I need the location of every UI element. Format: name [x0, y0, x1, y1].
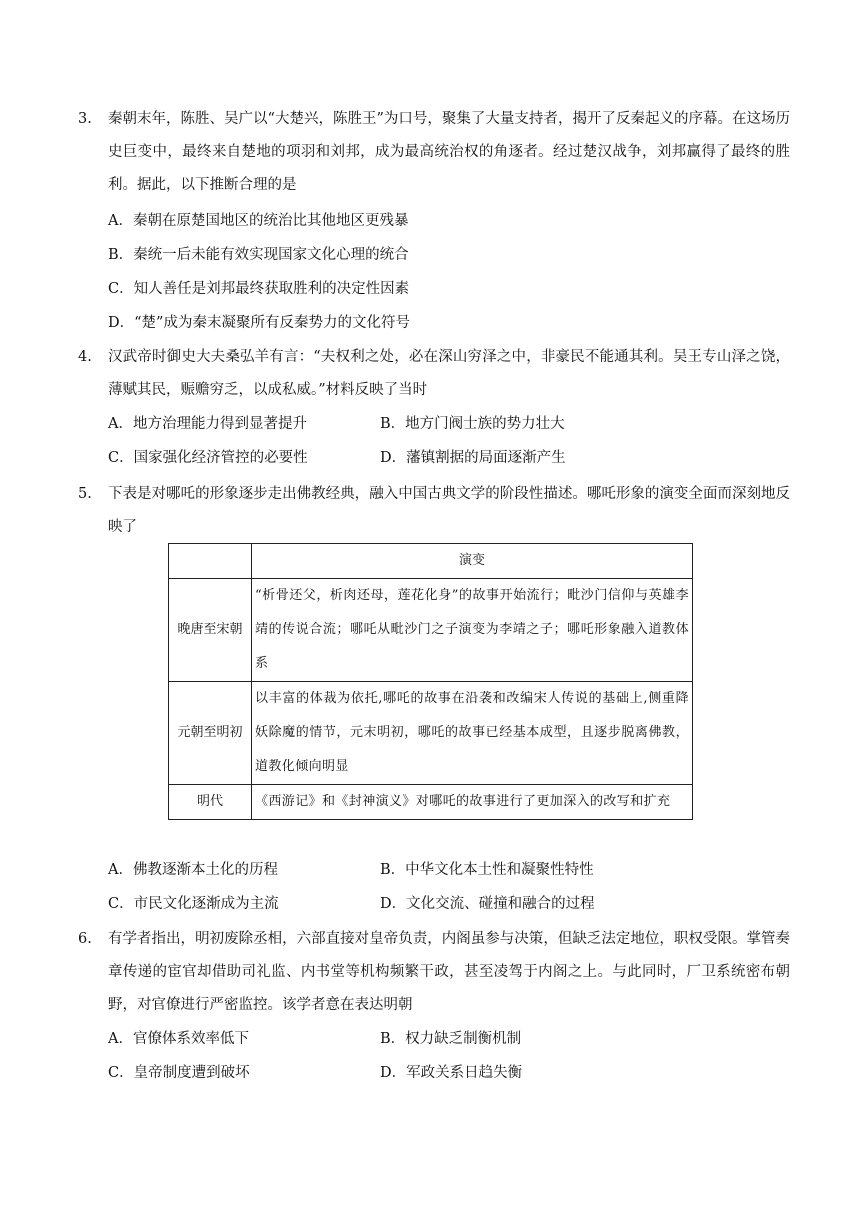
option-d[interactable]: D．“楚”成为秦末凝聚所有反秦势力的文化符号	[108, 315, 410, 331]
option-d[interactable]: D．藩镇割据的局面逐渐产生	[380, 450, 566, 466]
nezha-evolution-table	[168, 543, 693, 820]
table-cell-period: 晚唐至宋朝	[169, 579, 252, 682]
options-list	[108, 1022, 790, 1090]
question-number: 6.	[78, 931, 92, 947]
option-a[interactable]: A．秦朝在原楚国地区的统治比其他地区更残暴	[108, 213, 409, 229]
question-6	[78, 923, 790, 1090]
option-row	[108, 407, 790, 441]
option-row	[108, 441, 790, 475]
options-list	[108, 407, 790, 475]
option-c[interactable]: C．国家强化经济管控的必要性	[108, 450, 308, 466]
option-b[interactable]: B．中华文化本土性和凝聚性特性	[380, 862, 594, 878]
question-5-options	[78, 853, 790, 921]
option-b[interactable]: B．地方门阀士族的势力壮大	[380, 416, 565, 432]
table-cell-desc: 《西游记》和《封神演义》对哪吒的故事进行了更加深入的改写和扩充	[252, 785, 693, 820]
option-d[interactable]: D．军政关系日趋失衡	[380, 1065, 523, 1081]
option-a[interactable]: A．地方治理能力得到显著提升	[108, 416, 307, 432]
option-b[interactable]: B．权力缺乏制衡机制	[380, 1031, 522, 1047]
option-row	[108, 1022, 790, 1056]
option-c[interactable]: C．皇帝制度遭到破坏	[108, 1065, 250, 1081]
table-header-evolution: 演变	[252, 544, 693, 579]
question-5	[78, 478, 790, 544]
table-cell-period: 元朝至明初	[169, 682, 252, 785]
option-row	[108, 238, 790, 272]
question-number: 3.	[78, 111, 92, 127]
question-3	[78, 103, 790, 340]
option-row	[108, 306, 790, 340]
option-a[interactable]: A．官僚体系效率低下	[108, 1031, 249, 1047]
question-number: 4.	[78, 349, 92, 365]
option-c[interactable]: C．知人善任是刘邦最终获取胜利的决定性因素	[108, 281, 410, 297]
options-list	[108, 853, 790, 921]
question-stem: 汉武帝时御史大夫桑弘羊有言：“夫权利之处，必在深山穷泽之中，非豪民不能通其利。吴王专山泽之饶，薄赋其民，赈赡穷乏，以成私威。”材料反映了当时	[108, 349, 790, 398]
option-row	[108, 204, 790, 238]
table-row	[169, 579, 693, 682]
table-header-blank	[169, 544, 252, 579]
question-number: 5.	[78, 486, 92, 502]
table-header-row	[169, 544, 693, 579]
options-list	[108, 204, 790, 340]
table-cell-desc: 以丰富的体裁为依托,哪吒的故事在沿袭和改编宋人传说的基础上,侧重降妖除魔的情节，元末明初，哪吒的故事已经基本成型，且逐步脱离佛教，道教化倾向明显	[252, 682, 693, 785]
table-row	[169, 785, 693, 820]
option-b[interactable]: B．秦统一后未能有效实现国家文化心理的统合	[108, 247, 409, 263]
option-d[interactable]: D．文化交流、碰撞和融合的过程	[380, 896, 595, 912]
option-row	[108, 272, 790, 306]
question-4	[78, 341, 790, 475]
table-row	[169, 682, 693, 785]
question-stem: 有学者指出，明初废除丞相，六部直接对皇帝负责，内阁虽参与决策，但缺乏法定地位，职权受限。掌管奏章传递的宦官却借助司礼监、内书堂等机构频繁干政，甚至凌驾于内阁之上。与此同时，厂卫系统密布朝野，对官僚进行严密监控。该学者意在表达明朝	[108, 931, 790, 1013]
table-cell-desc: “析骨还父，析肉还母，莲花化身”的故事开始流行；毗沙门信仰与英雄李靖的传说合流；哪吒从毗沙门之子演变为李靖之子；哪吒形象融入道教体系	[252, 579, 693, 682]
option-row	[108, 853, 790, 887]
option-c[interactable]: C．市民文化逐渐成为主流	[108, 896, 279, 912]
option-row	[108, 887, 790, 921]
option-a[interactable]: A．佛教逐渐本土化的历程	[108, 862, 278, 878]
table-cell-period: 明代	[169, 785, 252, 820]
question-stem: 秦朝末年，陈胜、吴广以“大楚兴，陈胜王”为口号，聚集了大量支持者，揭开了反秦起义的序幕。在这场历史巨变中，最终来自楚地的项羽和刘邦，成为最高统治权的角逐者。经过楚汉战争，刘邦赢得了最终的胜利。据此，以下推断合理的是	[108, 111, 790, 193]
question-stem: 下表是对哪吒的形象逐步走出佛教经典，融入中国古典文学的阶段性描述。哪吒形象的演变全面而深刻地反映了	[108, 486, 790, 535]
option-row	[108, 1056, 790, 1090]
